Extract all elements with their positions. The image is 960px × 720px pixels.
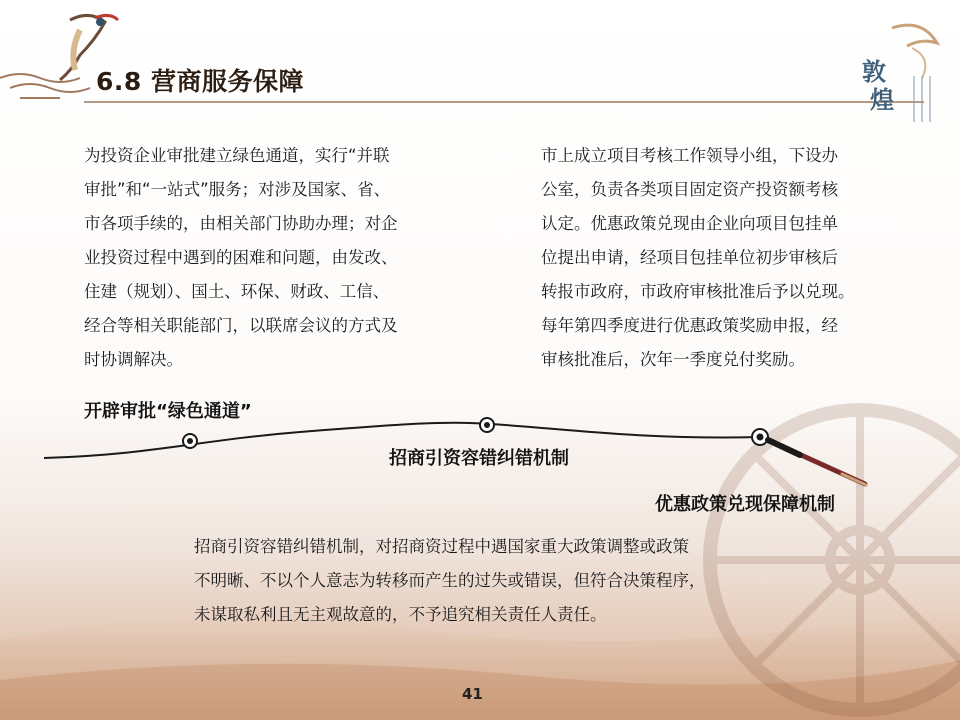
paragraph-line: 不明晰、不以个人意志为转移而产生的过失或错误，但符合决策程序，: [194, 571, 706, 590]
paragraph-line: 位提出申请，经项目包挂单位初步审核后: [541, 248, 838, 267]
paragraph-line: 时协调解决。: [84, 350, 183, 369]
right-paragraph: [541, 139, 855, 377]
bottom-paragraph: [194, 530, 706, 632]
timeline-node-3: [752, 429, 768, 445]
paragraph-line: 业投资过程中遇到的困难和问题，由发改、: [84, 248, 398, 267]
paragraph-line: 审核批准后，次年一季度兑付奖励。: [541, 350, 805, 369]
paragraph-line: 每年第四季度进行优惠政策奖励申报，经: [541, 316, 838, 335]
calligraphy-brush-icon: [768, 440, 866, 485]
paragraph-line: 认定。优惠政策兑现由企业向项目包挂单: [541, 214, 838, 233]
paragraph-line: 市上成立项目考核工作领导小组，下设办: [541, 146, 838, 165]
timeline-node-2: [480, 418, 494, 432]
paragraph-line: 为投资企业审批建立绿色通道，实行“并联: [84, 146, 390, 165]
paragraph-line: 未谋取私利且无主观故意的，不予追究相关责任人责任。: [194, 605, 607, 624]
page-number: 41: [462, 685, 483, 703]
left-paragraph: [84, 139, 398, 377]
paragraph-line: 转报市政府，市政府审核批准后予以兑现。: [541, 282, 855, 301]
paragraph-line: 住建（规划）、国土、环保、财政、工信、: [84, 282, 390, 301]
timeline-label-policy-guarantee: 优惠政策兑现保障机制: [655, 494, 835, 515]
paragraph-line: 经合等相关职能部门，以联席会议的方式及: [84, 316, 398, 335]
paragraph-line: 审批”和“一站式”服务；对涉及国家、省、: [84, 180, 391, 199]
timeline-node-1: [183, 434, 197, 448]
logo-char-1: 敦: [862, 57, 886, 86]
paragraph-line: 市各项手续的，由相关部门协助办理；对企: [84, 214, 398, 233]
paragraph-line: 公室，负责各类项目固定资产投资额考核: [541, 180, 838, 199]
timeline-label-error-tolerance: 招商引资容错纠错机制: [389, 448, 569, 469]
timeline-label-green-channel: 开辟审批“绿色通道”: [84, 401, 252, 422]
page-title: 6.8 营商服务保障: [96, 67, 304, 96]
logo-char-2: 煌: [870, 85, 894, 114]
paragraph-line: 招商引资容错纠错机制，对招商资过程中遇国家重大政策调整或政策: [194, 537, 689, 556]
title-divider: [84, 101, 924, 103]
